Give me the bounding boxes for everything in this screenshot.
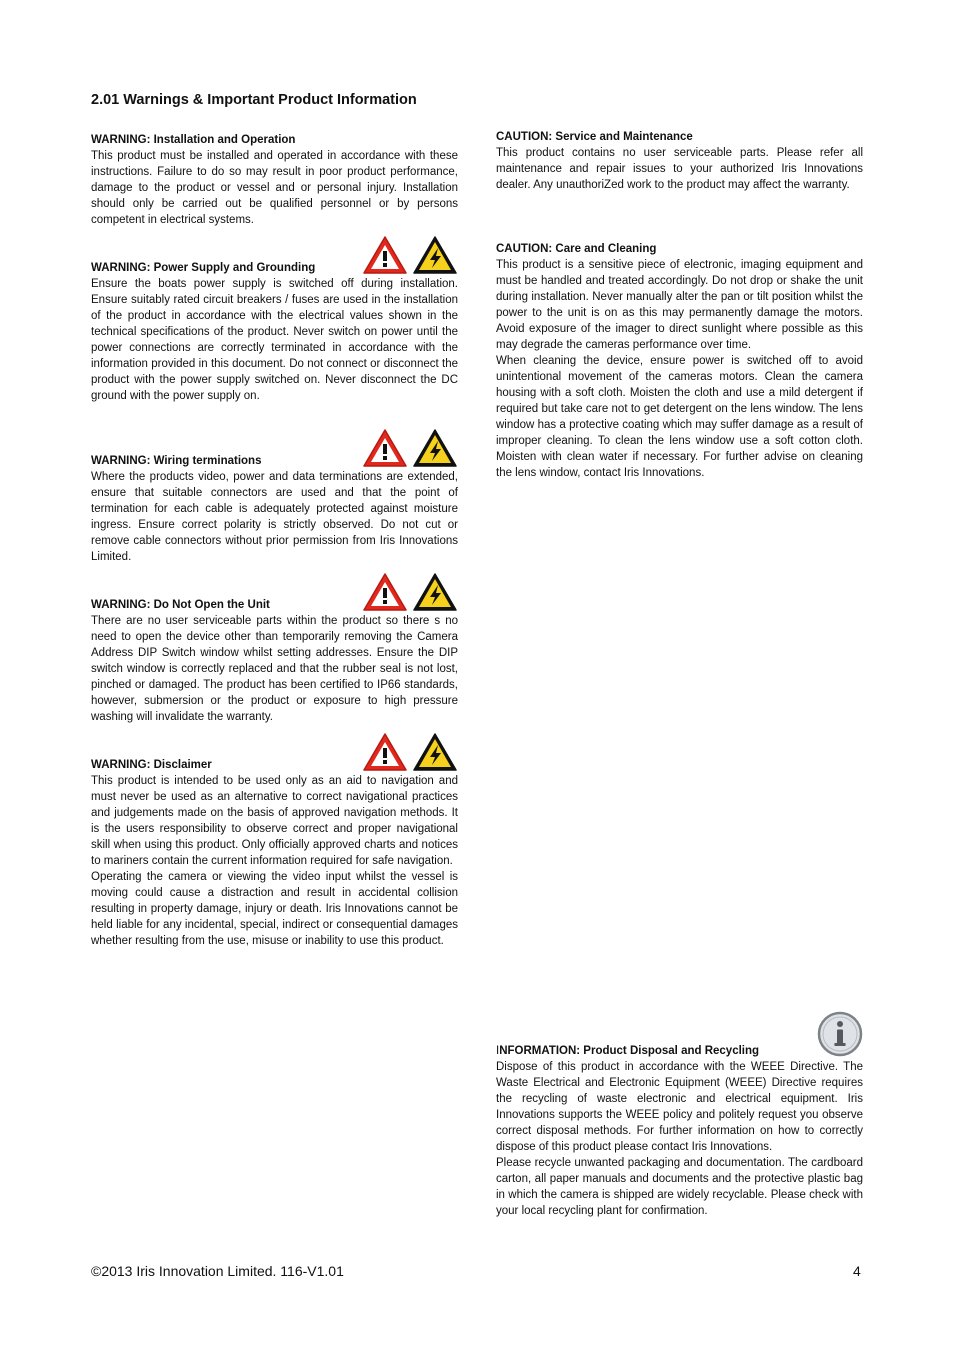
high-voltage-icon [412, 571, 458, 613]
section-body: This product contains no user serviceable parts. Please refer all maintenance and repair issues to your authorized Iris Innovations dealer. Any unauthoriZed work to the product may affect the warranty. [496, 147, 863, 191]
section-power-supply [91, 260, 458, 404]
section-heading: WARNING: Power Supply and Grounding [91, 262, 316, 274]
heading-initial: I [496, 1045, 500, 1057]
section-do-not-open [91, 597, 458, 725]
hazard-icons-power [362, 234, 458, 276]
section-body: This product must be installed and operated in accordance with these instructions. Failure to do so may result in poor product performance, damage to the product or vessel and or personal injury. Installation should only be carried out be qualified personnel or by persons competent in electrical systems. [91, 150, 458, 226]
section-heading: WARNING: Wiring terminations [91, 455, 262, 467]
footer-copyright: ©2013 Iris Innovation Limited. 116-V1.01 [91, 1263, 344, 1279]
high-voltage-icon [412, 427, 458, 469]
section-service-maintenance [496, 129, 863, 193]
section-body: This product is intended to be used only as an aid to navigation and must never be used as an alternative to correct navigational practices and judgements made on the basis of approved navigation methods. It is the users responsibility to observe correct and proper navigational skill when using this product. Only officially approved charts and notices to mariners contain the current information required for safe navigation. Operating the camera or viewing the video input whilst the vessel is moving could cause a distraction and result in accidental collision resulting in property damage, injury or death. Iris Innovations cannot be held liable for any incidental, special, indirect or consequential damages whether resulting from the use, misuse or inability to use this product. [91, 775, 458, 947]
warning-triangle-icon [362, 731, 408, 773]
section-care-cleaning [496, 241, 863, 481]
left-column [91, 0, 458, 1000]
section-heading: WARNING: Disclaimer [91, 759, 212, 771]
section-wiring-terminations [91, 453, 458, 565]
info-icon-wrap [816, 1010, 864, 1058]
heading-rest: NFORMATION: Product Disposal and Recycling [499, 1045, 760, 1057]
section-body: Ensure the boats power supply is switched off during installation. Ensure suitably rated circuit breakers / fuses are used in the installation of the product in accordance with the electrical values shown in the technical specifications of the product. Never switch on power until the power connections are correctly terminated in accordance with the information provided in this document. Do not connect or disconnect the product with the power supply switched on. Never disconnect the DC ground with the power supply on. [91, 278, 458, 402]
hazard-icons-disclaimer [362, 731, 458, 773]
warning-triangle-icon [362, 427, 408, 469]
section-heading: WARNING: Installation and Operation [91, 134, 296, 146]
high-voltage-icon [412, 234, 458, 276]
page-title: 2.01 Warnings & Important Product Information [91, 92, 417, 108]
section-heading [496, 1043, 863, 1059]
warning-triangle-icon [362, 234, 408, 276]
section-disclaimer [91, 757, 458, 949]
hazard-icons-wiring [362, 427, 458, 469]
section-disposal-recycling [496, 1043, 863, 1219]
hazard-icons-open-unit [362, 571, 458, 613]
section-installation-operation [91, 132, 458, 228]
section-heading: WARNING: Do Not Open the Unit [91, 599, 270, 611]
page-number: 4 [853, 1263, 861, 1279]
right-column [496, 0, 863, 1260]
section-body: There are no user serviceable parts within the product so there s no need to open the device other than temporarily removing the Camera Address DIP Switch window whilst setting addresses. Ensure the DIP switch window is correctly replaced and that the rubber seal is not lost, pinched or damaged. The product has been certified to IP66 standards, however, submersion or the product or exposure to high pressure washing will invalidate the warranty. [91, 615, 458, 723]
warning-triangle-icon [362, 571, 408, 613]
section-body: Where the products video, power and data terminations are extended, ensure that suitable connectors are used and that the point of termination for each cable is adequately protected against moisture ingress. Ensure correct polarity is strictly observed. Do not cut or remove cable connectors without prior permission from Iris Innovations Limited. [91, 471, 458, 563]
information-icon [816, 1010, 864, 1058]
section-body: Dispose of this product in accordance with the WEEE Directive. The Waste Electrical and Electronic Equipment (WEEE) Directive requires the recycling of waste electronic and electrical equipment. Iris Innovations supports the WEEE policy and politely request you observe correct disposal methods. For further information on how to correctly dispose of this product please contact Iris Innovations. Please recycle unwanted packaging and documentation. The cardboard carton, all paper manuals and documents and the protective plastic bag in which the camera is shipped are widely recyclable. Please check with your local recycling plant for confirmation. [496, 1061, 863, 1217]
section-heading: CAUTION: Service and Maintenance [496, 131, 693, 143]
section-heading: CAUTION: Care and Cleaning [496, 243, 657, 255]
section-body: This product is a sensitive piece of electronic, imaging equipment and must be handled and treated accordingly. Do not drop or shake the unit during installation. Never manually alter the pan or tilt position whilst the power to the unit is on as this may permanently damage the motors. Avoid exposure of the imager to direct sunlight where possible as this may degrade the cameras performance over time. When cleaning the device, ensure power is switched off to avoid unintentional movement of the cameras motors. Clean the camera housing with a soft cloth. Moisten the cloth and use a mild detergent if required but take care not to get detergent on the lens window. The lens window has a protective coating which may suffer damage as a result of improper cleaning. To clean the lens window use a soft cotton cloth. Moisten with clean water if necessary. For further advise on cleaning the lens window, contact Iris Innovations. [496, 259, 863, 479]
high-voltage-icon [412, 731, 458, 773]
